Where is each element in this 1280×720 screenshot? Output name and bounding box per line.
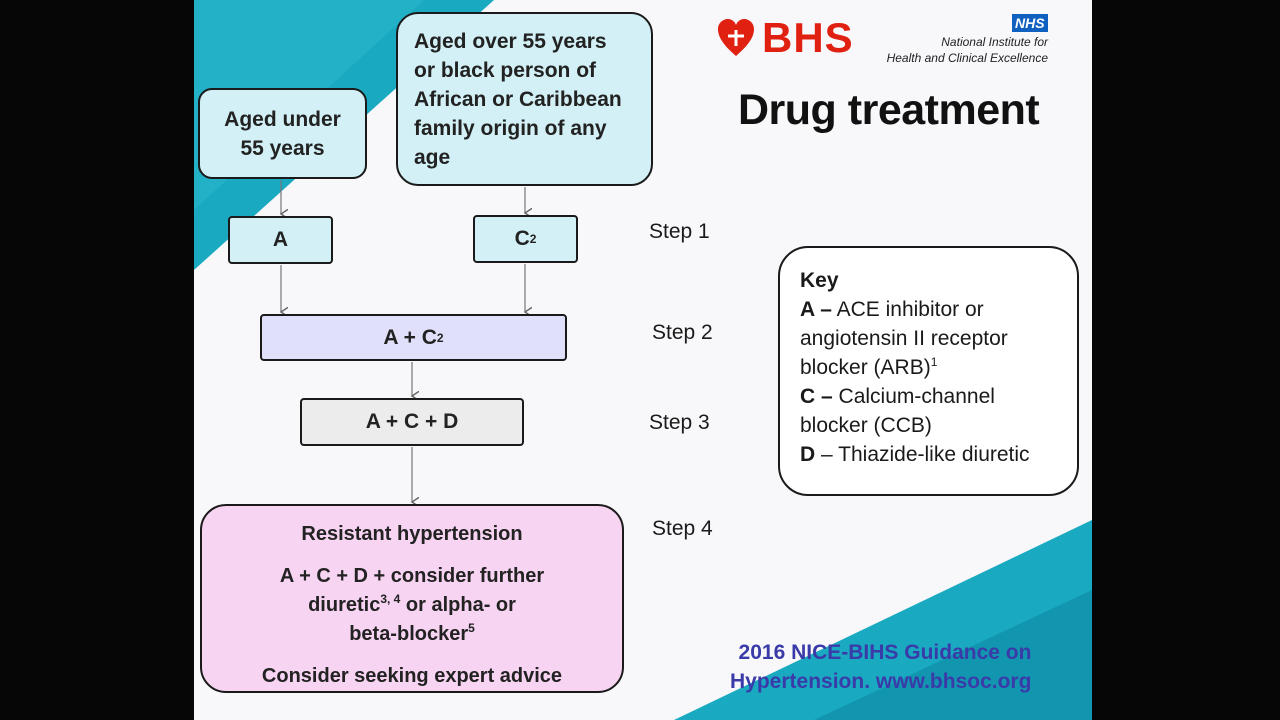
step1-c-box: C 2 <box>473 215 578 263</box>
resistant-heading: Resistant hypertension <box>301 523 523 545</box>
step-label-3: Step 3 <box>649 411 710 434</box>
resistant-line-4: Consider seeking expert advice <box>261 665 563 687</box>
age-under-55-box <box>198 88 367 179</box>
key-d-entry: D – Thiazide-like diuretic <box>800 443 1030 466</box>
key-heading: Key <box>800 269 839 292</box>
age-over-line-1: Aged over 55 years <box>414 29 607 53</box>
resistant-line-2: diuretic$^{3, 4}$ or alpha- or <box>308 592 516 616</box>
resistant-footnote-5: 5 <box>468 621 475 635</box>
step2-label: A + C <box>383 325 437 349</box>
key-box <box>778 246 1079 496</box>
step3-acd-box <box>300 398 524 446</box>
key-a-line-2: angiotensin II receptor <box>800 327 1008 350</box>
key-c-entry: C – Calcium-channel <box>800 385 995 408</box>
resistant-footnote-34: 3, 4 <box>380 592 401 606</box>
nice-logo-text <box>880 34 1048 66</box>
bhs-heart-icon <box>716 16 756 60</box>
resistant-line-3: beta-blocker$^5$ <box>349 621 475 645</box>
footer-citation <box>730 638 1031 696</box>
bhs-wordmark: BHS <box>762 14 854 61</box>
nice-line-2: Health and Clinical Excellence <box>886 51 1048 65</box>
step4-resistant-box <box>200 504 624 693</box>
age-over-55-box <box>396 12 653 186</box>
footer-line-2: Hypertension. www.bhsoc.org <box>730 670 1032 693</box>
step1-c-label: C <box>514 227 530 250</box>
age-over-line-2: or black person of <box>414 58 597 82</box>
age-over-line-3: African or Caribbean <box>414 87 622 111</box>
step3-label: A + C + D <box>365 410 459 433</box>
nhs-badge: NHS <box>1012 14 1048 32</box>
step1-a-box <box>228 216 333 264</box>
footer-line-1: 2016 NICE-BIHS Guidance on <box>738 641 1032 664</box>
step2-ac-box: A + C 2 <box>260 314 567 361</box>
age-over-line-5: age <box>414 145 451 169</box>
key-c-line-2: blocker (CCB) <box>800 414 932 437</box>
key-a-line-3: blocker (ARB)$^1$ <box>800 355 938 379</box>
step-label-4: Step 4 <box>652 517 713 540</box>
slide <box>194 0 1092 720</box>
step-label-1: Step 1 <box>649 220 710 243</box>
resistant-line-1: A + C + D + consider further <box>279 565 545 587</box>
age-under-line-1: Aged under <box>224 107 341 131</box>
step-label-2: Step 2 <box>652 321 713 344</box>
step1-a-label: A <box>272 228 289 251</box>
key-a-entry: A – ACE inhibitor or <box>800 298 984 321</box>
bhs-logo <box>716 14 854 62</box>
nice-line-1: National Institute for <box>941 35 1048 49</box>
age-over-line-4: family origin of any <box>414 116 607 140</box>
age-under-line-2: 55 years <box>240 136 325 160</box>
page-title: Drug treatment <box>738 86 1040 134</box>
